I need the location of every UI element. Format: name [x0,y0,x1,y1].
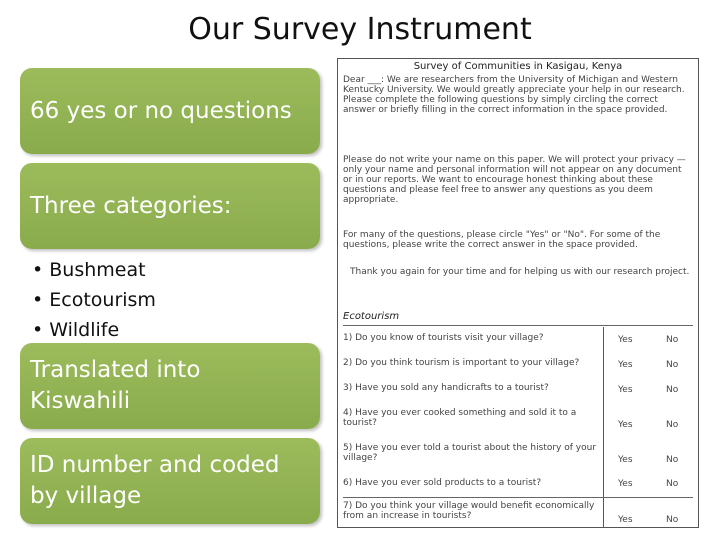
category-list [32,255,156,345]
yes-option: Yes [618,515,633,525]
point-text: by village [30,483,142,509]
yes-option: Yes [618,455,633,465]
survey-question: 5) Have you ever told a tourist about the history of your village? [343,443,597,463]
no-option: No [666,515,679,525]
point-text: 66 yes or no questions [30,97,292,124]
yes-option: Yes [618,420,633,430]
no-option: No [666,479,679,489]
survey-section-heading: Ecotourism [343,311,400,322]
survey-question: 3) Have you sold any handicrafts to a tourist? [343,383,549,393]
yes-option: Yes [618,479,633,489]
no-option: No [666,455,679,465]
slide-title: Our Survey Instrument [188,12,532,47]
no-option: No [666,385,679,395]
point-text: Translated into [30,357,201,383]
point-box-translation [20,343,320,429]
point-text: Three categories: [30,192,232,219]
survey-intro-paragraph: Dear ___: We are researchers from the University of Michigan and Western Kentucky University. We would greatly appreciate your help in our research. Please complete the following questions by simply circling the correct answer or briefly filling in the correct information in the space provided. [343,75,685,115]
survey-title: Survey of Communities in Kasigau, Kenya [413,61,623,72]
point-box-questions [20,68,320,154]
survey-question: 6) Have you ever sold products to a tourist? [343,478,542,488]
yes-option: Yes [618,360,633,370]
category-item: • Wildlife [32,315,156,345]
category-item: • Bushmeat [32,255,156,285]
yes-option: Yes [618,335,633,345]
divider [343,325,693,326]
no-option: No [666,360,679,370]
point-text: Kiswahili [30,388,131,414]
divider [343,497,693,498]
survey-document-image [337,58,699,528]
survey-question: 1) Do you know of tourists visit your village? [343,333,544,343]
point-text: ID number and coded [30,452,280,478]
survey-instructions-paragraph: For many of the questions, please circle "Yes" or "No". For some of the questions, please write the correct answer in the space provided. [343,230,661,250]
survey-thanks-paragraph: Thank you again for your time and for helping us with our research project. [350,267,690,277]
survey-question: 4) Have you ever cooked something and sold it to a tourist? [343,408,577,428]
survey-privacy-paragraph: Please do not write your name on this paper. We will protect your privacy — only your name and personal information will not appear on any document or in our reports. We want to encourage honest thinking about these questions and please feel free to answer any questions as you deem appropriate. [343,155,686,205]
yes-option: Yes [618,385,633,395]
survey-question: 7) Do you think your village would benefit economically from an increase in tourists? [343,501,595,521]
point-box-categories [20,163,320,249]
point-box-coding [20,438,320,524]
no-option: No [666,420,679,430]
survey-question: 2) Do you think tourism is important to your village? [343,358,580,368]
no-option: No [666,335,679,345]
category-item: • Ecotourism [32,285,156,315]
